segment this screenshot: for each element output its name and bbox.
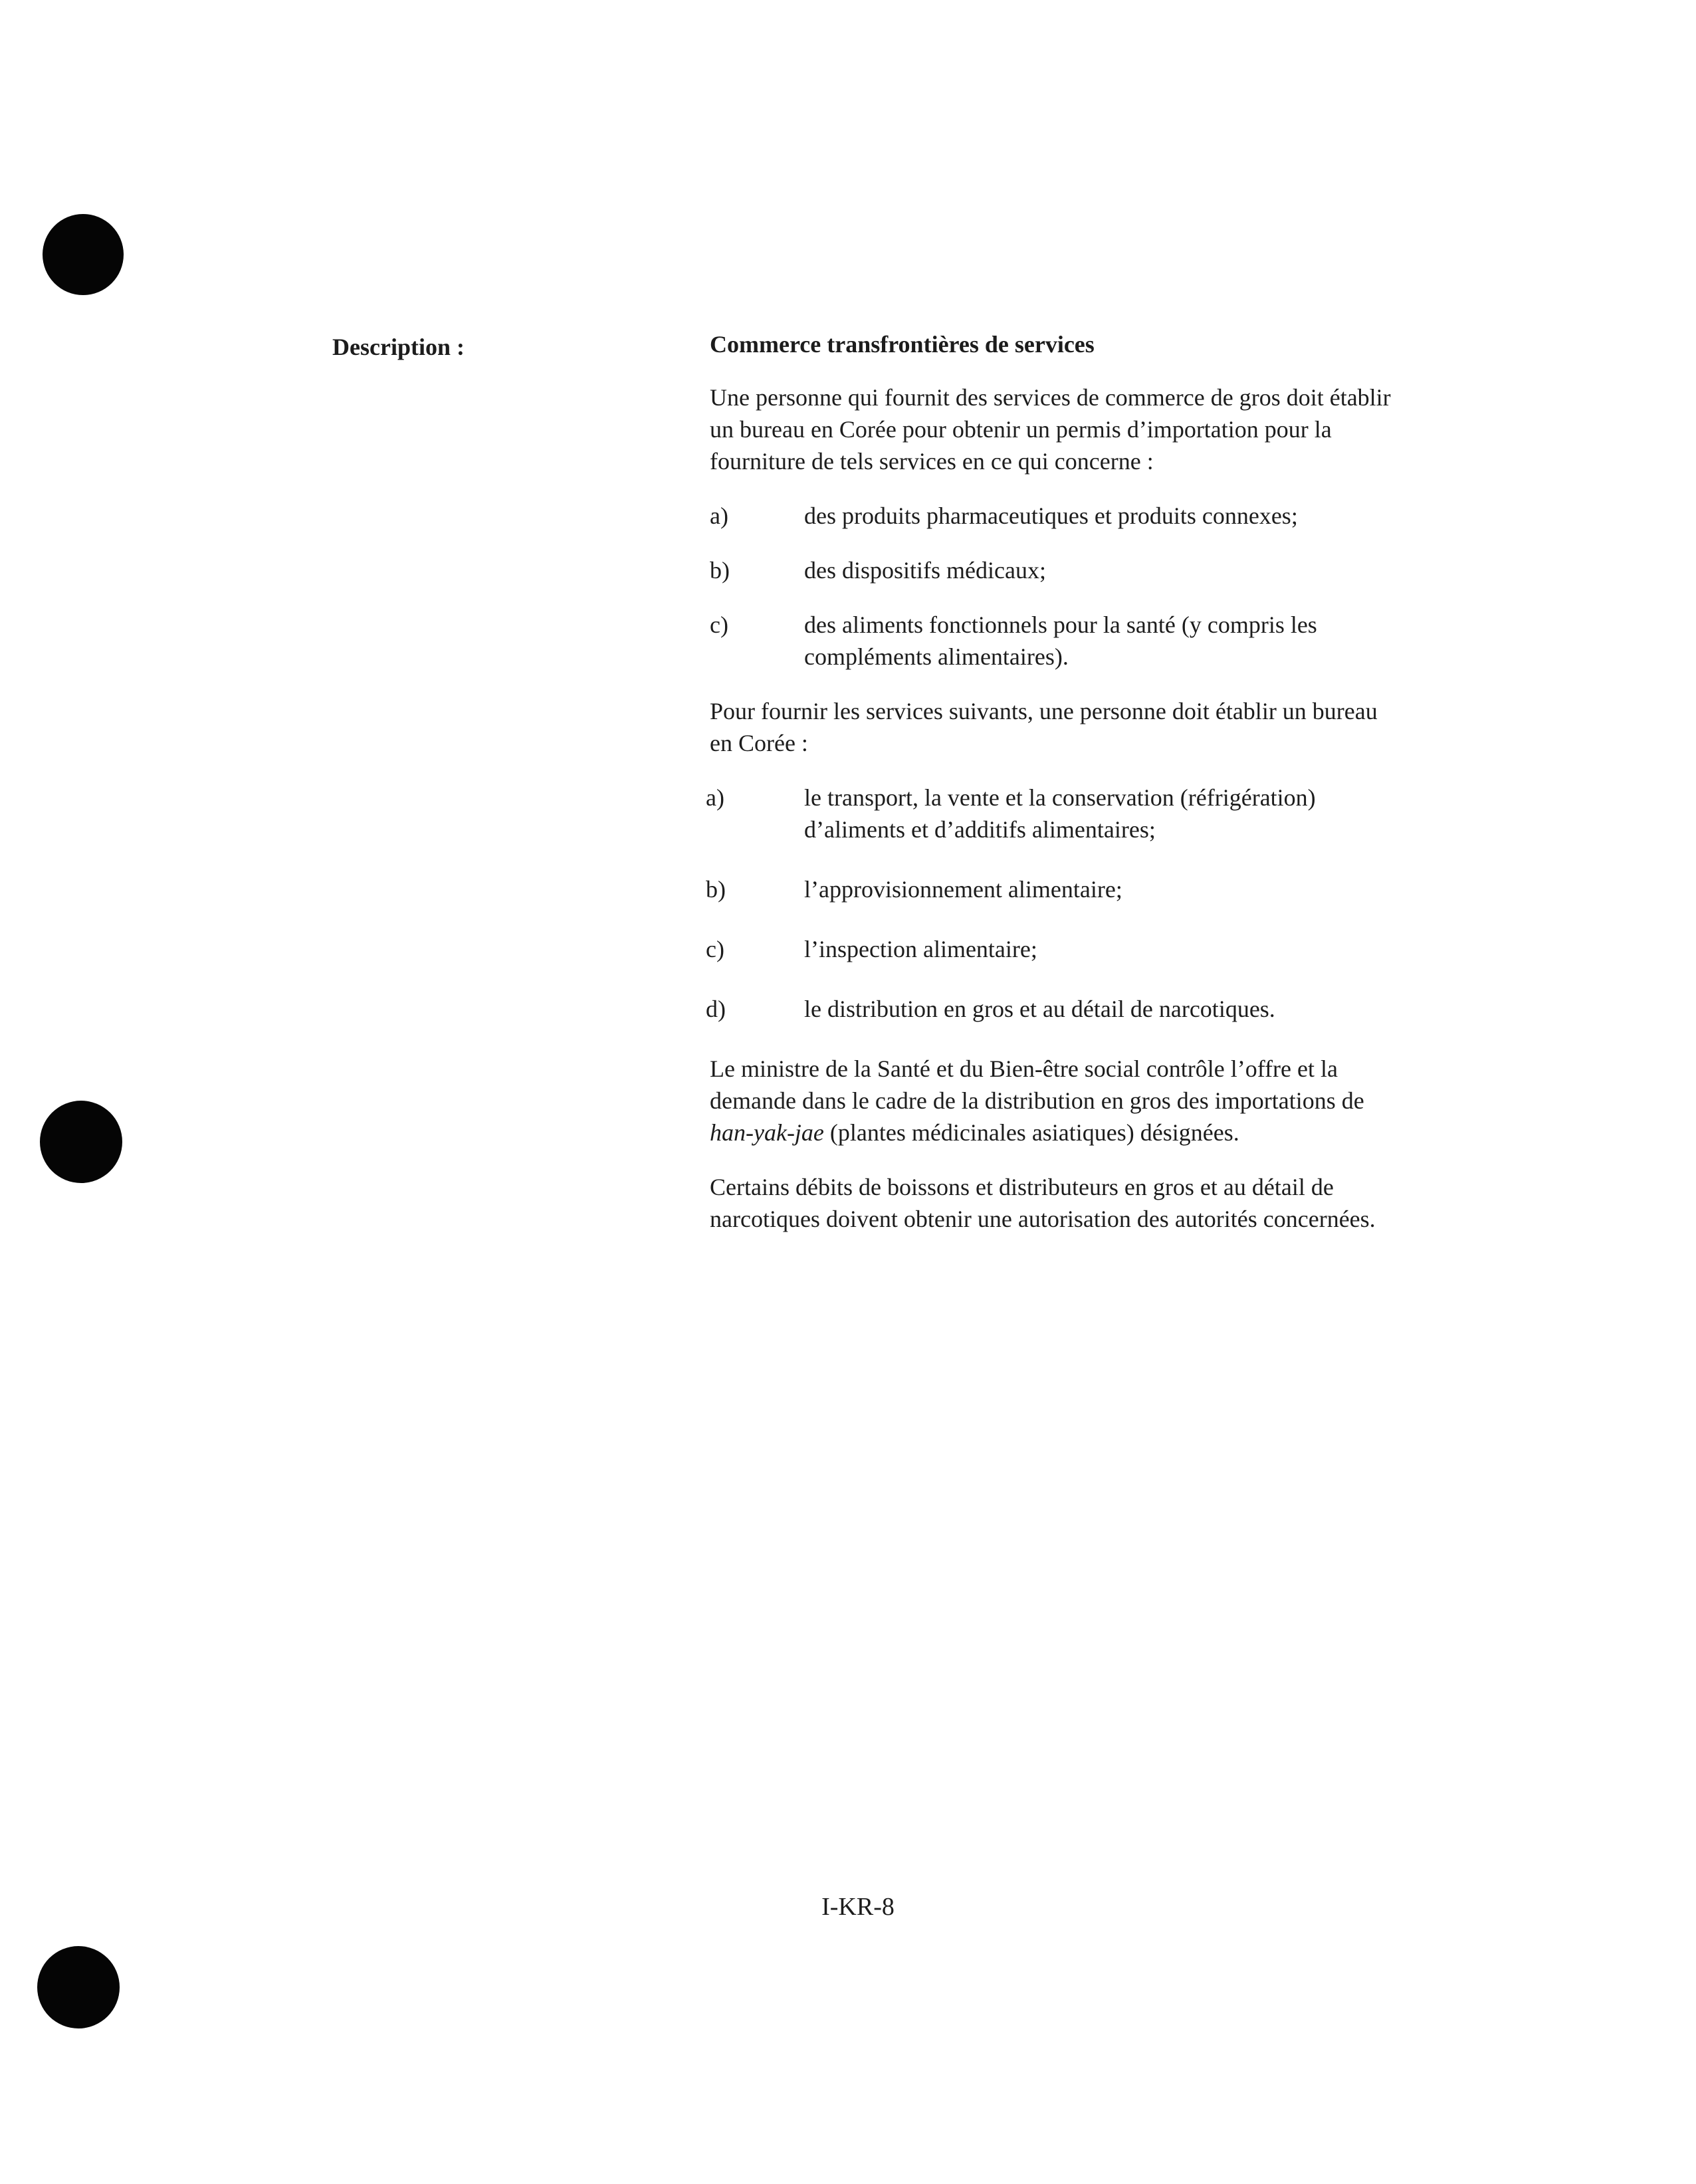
list-marker: b) (706, 876, 726, 903)
list-item (706, 933, 1401, 965)
product-list (710, 500, 1401, 673)
paragraph-minister (710, 1053, 1401, 1148)
list-item (710, 609, 1401, 673)
list-text: l’inspection alimentaire; (804, 936, 1037, 962)
list-item (710, 554, 1401, 586)
list-marker: d) (706, 996, 726, 1022)
list-item (706, 993, 1401, 1025)
punch-hole-middle (40, 1101, 122, 1183)
punch-hole-bottom (37, 1946, 120, 2028)
list-marker: a) (710, 502, 728, 529)
list-marker: c) (710, 611, 728, 638)
punch-hole-top (43, 214, 124, 295)
list-item (706, 782, 1401, 845)
page-number: I-KR-8 (821, 1893, 895, 1921)
list-text: le transport, la vente et la conservation (réfrigération) d’aliments et d’additifs alimentaires; (804, 784, 1316, 843)
services-list (706, 782, 1401, 1025)
list-marker: c) (706, 936, 724, 962)
description-label: Description : (332, 334, 465, 360)
list-text: des dispositifs médicaux; (804, 557, 1046, 584)
list-text: l’approvisionnement alimentaire; (804, 876, 1122, 903)
section-title: Commerce transfrontières de services (710, 331, 1095, 358)
list-text: le distribution en gros et au détail de narcotiques. (804, 996, 1275, 1022)
description-content (706, 328, 1401, 1257)
paragraph-authorization: Certains débits de boissons et distributeurs en gros et au détail de narcotiques doivent obtenir une autorisation des autorités concernées. (710, 1174, 1376, 1232)
paragraph-intro: Une personne qui fournit des services de commerce de gros doit établir un bureau en Corée pour obtenir un permis d’importation pour la fourniture de tels services en ce qui concerne : (710, 384, 1391, 475)
list-text: des produits pharmaceutiques et produits connexes; (804, 502, 1298, 529)
list-item (706, 873, 1401, 905)
han-yak-jae-term: han-yak-jae (710, 1119, 824, 1146)
paragraph-minister-text: Le ministre de la Santé et du Bien-être social contrôle l’offre et la demande dans le cadre de la distribution en gros des importations de (710, 1055, 1364, 1114)
list-marker: a) (706, 784, 724, 811)
list-item (710, 500, 1401, 532)
paragraph-services: Pour fournir les services suivants, une personne doit établir un bureau en Corée : (710, 698, 1378, 756)
paragraph-minister-text-end: (plantes médicinales asiatiques) désignées. (823, 1119, 1239, 1146)
list-marker: b) (710, 557, 730, 584)
list-text: des aliments fonctionnels pour la santé (y compris les compléments alimentaires). (804, 611, 1317, 670)
